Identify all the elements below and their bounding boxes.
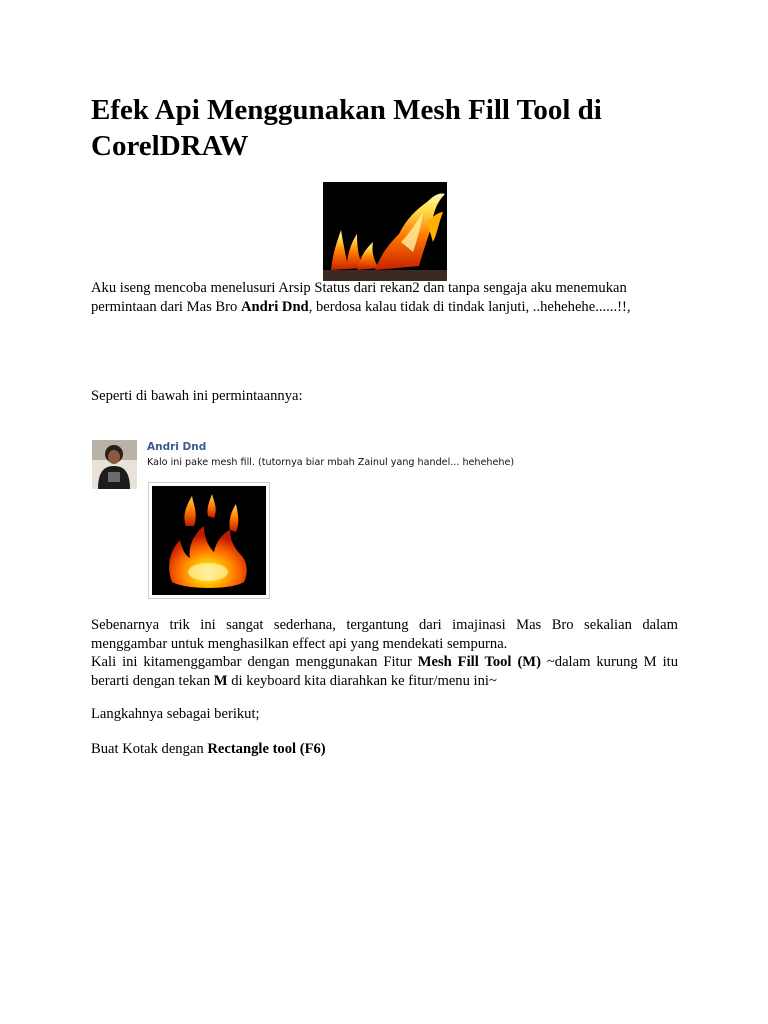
facebook-post-screenshot (91, 437, 515, 602)
fire-header-image (323, 182, 447, 281)
explanation-line-2-mid: ~dalam kurung M itu berarti dengan tekan (91, 654, 679, 689)
intro-text-end: , berdosa kalau tidak di tindak lanjuti, ..hehehehe......!!, (308, 298, 631, 315)
request-intro-paragraph: Seperti di bawah ini permintaannya: (91, 388, 303, 404)
explanation-line-2: Kali ini kitamenggambar dengan menggunakan Fitur (91, 654, 418, 671)
explanation-paragraph (91, 616, 678, 690)
explanation-line-1: Sebenarnya trik ini sangat sederhana, tergantung dari imajinasi Mas Bro sekalian dalam menggambar untuk menghasilkan effect api yang mendekati sempurna. (91, 617, 678, 652)
post-comment-text: Kalo ini pake mesh fill. (tutornya biar mbah Zainul yang handel... hehehehe) (147, 457, 515, 468)
rectangle-tool-bold: Rectangle tool (F6) (207, 741, 326, 757)
fire-result-image (152, 486, 266, 595)
mesh-fill-tool-bold: Mesh Fill Tool (M) (417, 654, 541, 671)
steps-intro-paragraph: Langkahnya sebagai berikut; (91, 706, 260, 722)
avatar (92, 440, 137, 489)
fire-result-image-frame (148, 482, 270, 599)
page-title: Efek Api Menggunakan Mesh Fill Tool di CorelDRAW (91, 94, 602, 162)
intro-paragraph (91, 279, 678, 316)
step-one-text: Buat Kotak dengan (91, 741, 208, 757)
step-one-paragraph (91, 740, 678, 759)
explanation-line-2-end: di keyboard kita diarahkan ke fitur/menu ini~ (227, 672, 497, 689)
intro-text: Aku iseng mencoba menelusuri Arsip Status dari rekan2 dan tanpa sengaja aku menemukan permintaan dari Mas Bro (91, 280, 627, 315)
author-name-bold: Andri Dnd (240, 298, 309, 315)
post-author-name[interactable]: Andri Dnd (147, 441, 207, 453)
shortcut-key-bold: M (213, 672, 228, 689)
